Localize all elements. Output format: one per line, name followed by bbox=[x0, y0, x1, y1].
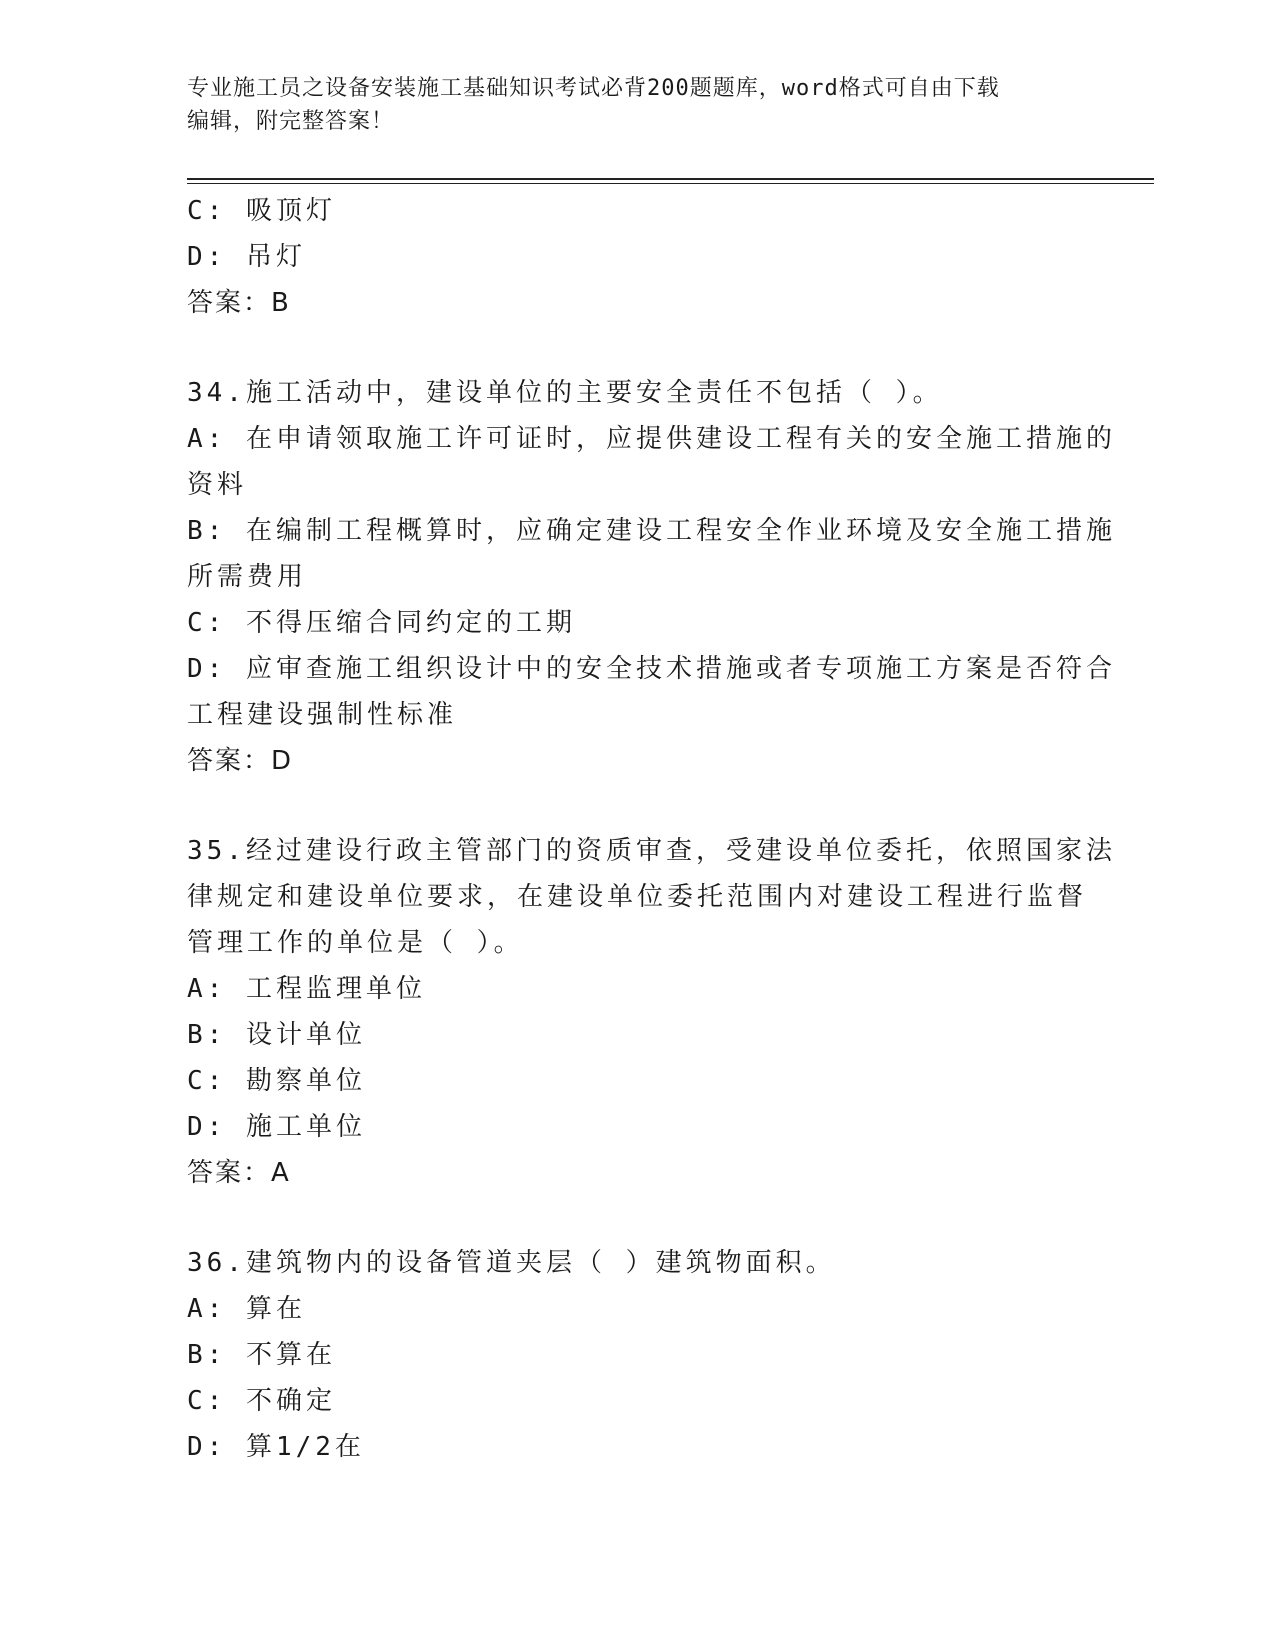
option-c: C: 吸顶灯 bbox=[187, 196, 336, 226]
header-line-2: 编辑，附完整答案！ bbox=[187, 109, 395, 134]
option-d-cont: 工程建设强制性标准 bbox=[187, 700, 458, 730]
page-header bbox=[187, 72, 1067, 138]
question-stem-cont: 律规定和建设单位要求，在建设单位委托范围内对建设工程进行监督 bbox=[187, 882, 1088, 912]
option-c: C: 勘察单位 bbox=[187, 1066, 366, 1096]
answer: 答案：D bbox=[187, 746, 294, 776]
answer: 答案：A bbox=[187, 1158, 291, 1188]
option-c: C: 不确定 bbox=[187, 1386, 336, 1416]
question-stem-cont: 管理工作的单位是（ ）。 bbox=[187, 928, 524, 958]
header-rule-thin bbox=[187, 183, 1154, 184]
option-c: C: 不得压缩合同约定的工期 bbox=[187, 608, 576, 638]
option-d: D: 算1/2在 bbox=[187, 1432, 365, 1462]
spacer bbox=[187, 1196, 1077, 1240]
spacer bbox=[187, 784, 1077, 828]
question-stem: 35.经过建设行政主管部门的资质审查，受建设单位委托，依照国家法 bbox=[187, 836, 1116, 866]
option-b: B: 不算在 bbox=[187, 1340, 336, 1370]
question-34 bbox=[187, 370, 1116, 784]
option-a-cont: 资料 bbox=[187, 470, 248, 500]
option-d: D: 施工单位 bbox=[187, 1112, 366, 1142]
prev-question-tail bbox=[187, 188, 1077, 326]
option-b-cont: 所需费用 bbox=[187, 562, 308, 592]
question-stem: 36.建筑物内的设备管道夹层（ ）建筑物面积。 bbox=[187, 1248, 836, 1278]
question-35 bbox=[187, 828, 1116, 1196]
question-stem: 34.施工活动中，建设单位的主要安全责任不包括（ ）。 bbox=[187, 378, 943, 408]
header-line-1: 专业施工员之设备安装施工基础知识考试必背200题题库，word格式可自由下载 bbox=[187, 76, 1000, 101]
option-d: D: 吊灯 bbox=[187, 242, 306, 272]
option-b: B: 设计单位 bbox=[187, 1020, 366, 1050]
question-36 bbox=[187, 1240, 1077, 1470]
header-rule-thick bbox=[187, 178, 1154, 180]
option-a: A: 工程监理单位 bbox=[187, 974, 426, 1004]
option-a: A: 在申请领取施工许可证时，应提供建设工程有关的安全施工措施的 bbox=[187, 424, 1116, 454]
option-b: B: 在编制工程概算时，应确定建设工程安全作业环境及安全施工措施 bbox=[187, 516, 1116, 546]
spacer bbox=[187, 326, 1077, 370]
document-body bbox=[187, 188, 1116, 1470]
option-a: A: 算在 bbox=[187, 1294, 306, 1324]
option-d: D: 应审查施工组织设计中的安全技术措施或者专项施工方案是否符合 bbox=[187, 654, 1116, 684]
answer: 答案：B bbox=[187, 288, 291, 318]
